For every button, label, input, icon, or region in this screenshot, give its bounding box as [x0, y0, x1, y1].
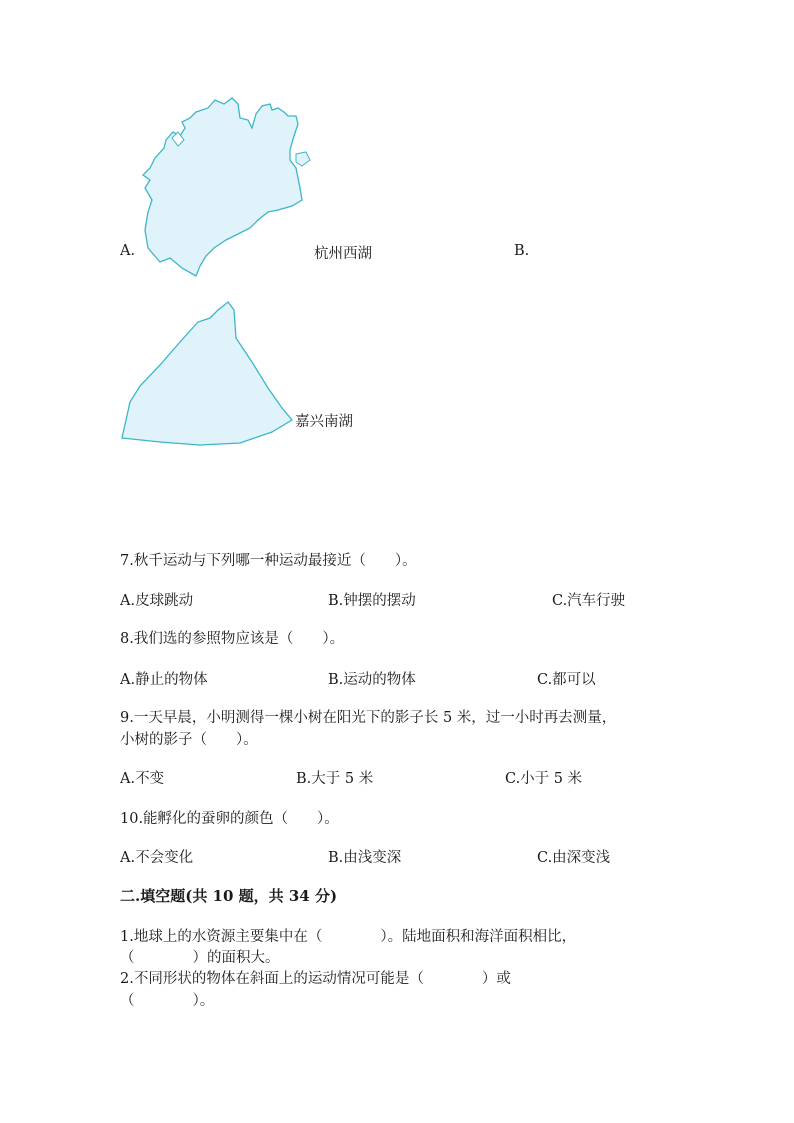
- west-lake-label: 杭州西湖: [314, 246, 372, 262]
- question-10-option-b[interactable]: B.由浅变深: [328, 850, 402, 866]
- question-7-option-b[interactable]: B.钟摆的摆动: [328, 593, 416, 609]
- west-lake-shape: [143, 98, 302, 276]
- question-8-option-b[interactable]: B.运动的物体: [328, 672, 416, 688]
- question-9-stem-line1: 9.一天早晨，小明测得一棵小树在阳光下的影子长 5 米，过一小时再去测量，: [120, 710, 617, 726]
- fill-question-1-line1: 1.地球上的水资源主要集中在（ ）。陆地面积和海洋面积相比，: [120, 929, 577, 945]
- question-8-option-a[interactable]: A.静止的物体: [120, 672, 208, 688]
- fill-question-2-line1: 2.不同形状的物体在斜面上的运动情况可能是（ ）或: [120, 971, 511, 987]
- south-lake-label: 嘉兴南湖: [295, 414, 353, 430]
- question-9-option-b[interactable]: B.大于 5 米: [296, 771, 374, 787]
- option-a-letter[interactable]: A.: [120, 243, 136, 259]
- question-9-stem-line2: 小树的影子（ ）。: [120, 732, 258, 748]
- question-7-stem: 7.秋千运动与下列哪一种运动最接近（ ）。: [120, 553, 417, 569]
- question-7-option-a[interactable]: A.皮球跳动: [120, 593, 194, 609]
- question-8-stem: 8.我们选的参照物应该是（ ）。: [120, 631, 345, 647]
- option-b-letter[interactable]: B.: [514, 243, 530, 259]
- fill-question-2-line2[interactable]: （ ）。: [120, 993, 215, 1009]
- question-9-option-a[interactable]: A.不变: [120, 771, 165, 787]
- section-2-title: 二.填空题(共 10 题，共 34 分): [120, 887, 338, 905]
- question-10-option-a[interactable]: A.不会变化: [120, 850, 194, 866]
- fill-question-1-line2[interactable]: （ ）的面积大。: [120, 950, 280, 966]
- south-lake-shape: [122, 302, 292, 445]
- west-lake-inlet-2: [296, 152, 310, 166]
- question-10-option-c[interactable]: C.由深变浅: [537, 850, 611, 866]
- question-8-option-c[interactable]: C.都可以: [537, 672, 596, 688]
- question-10-stem: 10.能孵化的蚕卵的颜色（ ）。: [120, 811, 339, 827]
- question-9-option-c[interactable]: C.小于 5 米: [505, 771, 583, 787]
- question-7-option-c[interactable]: C.汽车行驶: [552, 593, 626, 609]
